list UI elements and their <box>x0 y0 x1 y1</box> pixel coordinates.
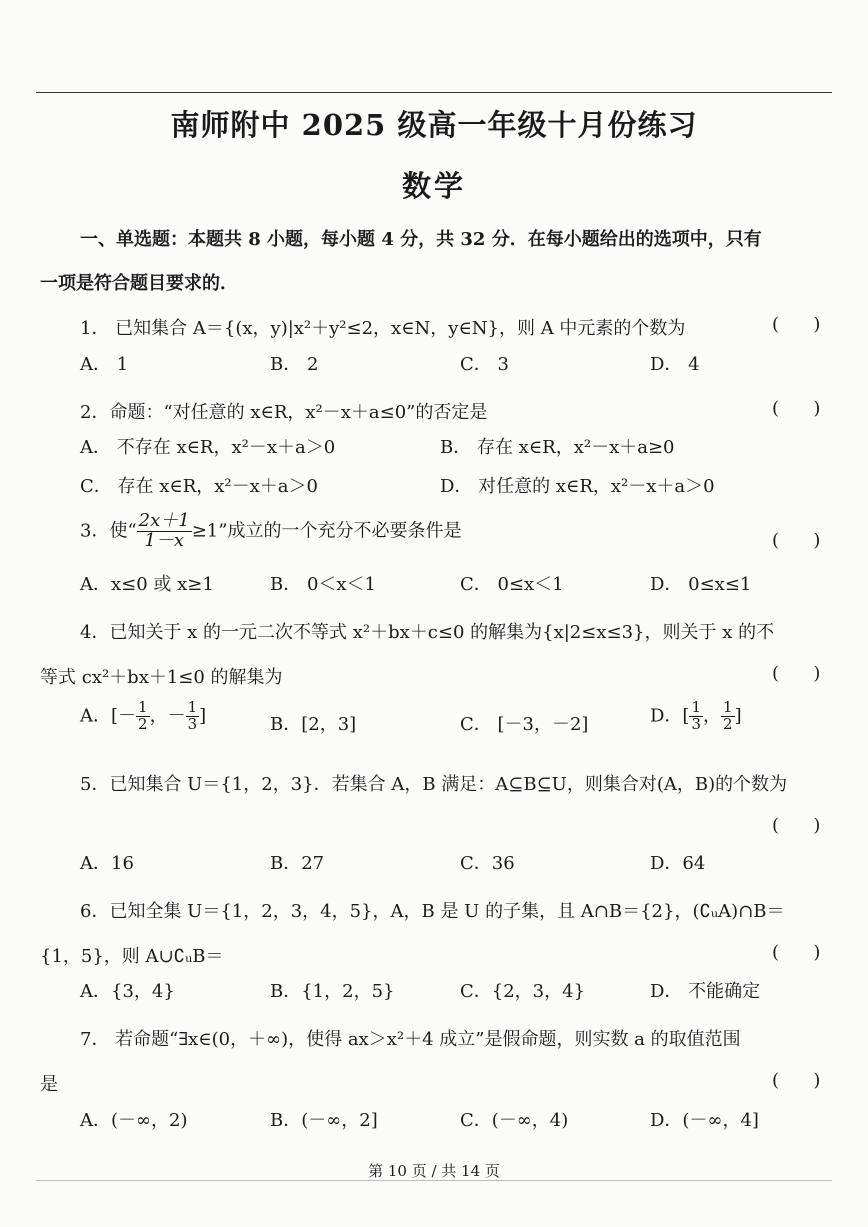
question-2-answer-blank: ( ) <box>772 398 821 419</box>
header-rule <box>36 92 832 93</box>
question-6-option-b: B．{1，2，5} <box>270 981 395 1002</box>
section-instruction-line2: 一项是符合题目要求的． <box>40 273 238 294</box>
fraction-denominator: 2 <box>723 714 733 733</box>
question-1-option-a: A． 1 <box>80 354 129 375</box>
question-6-answer-blank: ( ) <box>772 942 821 963</box>
question-5-option-d: D．64 <box>650 853 706 874</box>
question-3-stem-prefix: 3．使“ <box>80 520 137 542</box>
question-5-option-c: C．36 <box>460 853 515 874</box>
section-instruction-line1: 一、单选题：本题共 8 小题，每小题 4 分，共 32 分．在每小题给出的选项中，只有 <box>80 229 762 250</box>
question-3-fraction <box>137 512 192 551</box>
question-1-option-d: D． 4 <box>650 354 700 375</box>
question-7-answer-blank: ( ) <box>772 1070 821 1091</box>
question-7-option-d: D．(－∞，4] <box>650 1110 759 1131</box>
subject-title: 数学 <box>401 169 466 203</box>
question-7-option-c: C．(－∞，4) <box>460 1110 569 1131</box>
fraction-denominator: 3 <box>187 714 198 733</box>
question-3-option-d: D． 0≤x≤1 <box>650 574 752 595</box>
question-3-option-c: C． 0≤x＜1 <box>460 574 564 595</box>
fraction-numerator: 1 <box>138 698 148 716</box>
question-4-option-d <box>650 700 742 733</box>
page-title: 南师附中 2025 级高一年级十月份练习 <box>170 108 698 142</box>
question-4-option-d-separator: ， <box>703 705 722 727</box>
question-4-option-a-suffix: ] <box>199 705 207 727</box>
question-4-option-a-separator: ，－ <box>149 705 186 727</box>
question-2-stem: 2．命题：“对任意的 x∈R，x²－x＋a≤0”的否定是 <box>80 402 488 423</box>
question-5-option-b: B．27 <box>270 853 325 874</box>
page-footer: 第 10 页 / 共 14 页 <box>368 1162 500 1180</box>
question-5-option-a: A．16 <box>80 853 134 874</box>
question-4-option-a-fraction-2 <box>186 700 200 733</box>
question-6-stem-line1: 6．已知全集 U＝{1，2，3，4，5}，A，B 是 U 的子集，且 A∩B＝{2}，(∁ᵤA)∩B＝ <box>80 901 785 922</box>
question-7-stem-line2: 是 <box>40 1074 58 1095</box>
question-3-fraction-denominator: 1－x <box>144 529 184 551</box>
question-4-option-d-fraction-1 <box>689 700 703 733</box>
fraction-denominator: 3 <box>691 714 702 733</box>
question-3-answer-blank: ( ) <box>772 530 821 551</box>
question-2-option-b: B． 存在 x∈R，x²－x＋a≥0 <box>440 437 675 458</box>
question-4-stem-line2: 等式 cx²＋bx＋1≤0 的解集为 <box>40 667 283 688</box>
question-5-stem: 5．已知集合 U＝{1，2，3}．若集合 A，B 满足：A⊆B⊆U，则集合对(A，B)的个数为 <box>80 774 788 795</box>
question-2-option-c: C． 存在 x∈R，x²－x＋a＞0 <box>80 476 318 497</box>
question-2-option-a: A． 不存在 x∈R，x²－x＋a＞0 <box>80 437 336 458</box>
fraction-numerator: 1 <box>187 698 198 716</box>
question-4-stem-line1: 4．已知关于 x 的一元二次不等式 x²＋bx＋c≤0 的解集为{x|2≤x≤3}，则关于 x 的不 <box>80 622 775 643</box>
question-4-option-c: C． [－3，－2] <box>460 714 589 735</box>
question-1-answer-blank: ( ) <box>772 314 821 335</box>
question-6-option-c: C．{2，3，4} <box>460 981 586 1002</box>
footer-rule <box>36 1180 832 1181</box>
question-5-answer-blank: ( ) <box>772 815 821 836</box>
question-6-option-d: D． 不能确定 <box>650 981 761 1002</box>
question-4-option-d-suffix: ] <box>734 705 742 727</box>
question-4-option-b: B．[2，3] <box>270 714 357 735</box>
question-4-option-d-fraction-2 <box>721 700 735 733</box>
question-3-option-a: A．x≤0 或 x≥1 <box>80 574 214 595</box>
question-4-option-a <box>80 700 206 733</box>
question-7-option-b: B．(－∞，2] <box>270 1110 378 1131</box>
question-6-stem-line2: {1，5}，则 A∪∁ᵤB＝ <box>40 946 224 967</box>
question-3-stem <box>80 512 461 551</box>
question-6-option-a: A．{3，4} <box>80 981 175 1002</box>
question-1-stem: 1． 已知集合 A＝{(x，y)|x²＋y²≤2，x∈N，y∈N}，则 A 中元素的个数为 <box>80 318 686 339</box>
fraction-numerator: 1 <box>723 698 733 716</box>
question-4-answer-blank: ( ) <box>772 663 821 684</box>
question-7-stem-line1: 7． 若命题“∃x∈(0，＋∞)，使得 ax＞x²＋4 成立”是假命题，则实数 a 的取值范围 <box>80 1029 741 1050</box>
question-4-option-d-prefix: D．[ <box>650 705 690 727</box>
question-4-option-a-prefix: A．[－ <box>80 705 137 727</box>
fraction-numerator: 1 <box>691 698 702 716</box>
question-1-option-b: B． 2 <box>270 354 319 375</box>
question-4-option-a-fraction-1 <box>136 700 150 733</box>
question-3-fraction-numerator: 2x＋1 <box>138 510 190 531</box>
question-2-option-d: D． 对任意的 x∈R，x²－x＋a＞0 <box>440 476 715 497</box>
question-3-stem-suffix: ≥1”成立的一个充分不必要条件是 <box>191 520 462 542</box>
question-3-option-b: B． 0＜x＜1 <box>270 574 377 595</box>
question-7-option-a: A．(－∞，2) <box>80 1110 188 1131</box>
question-1-option-c: C． 3 <box>460 354 509 375</box>
fraction-denominator: 2 <box>138 714 148 733</box>
